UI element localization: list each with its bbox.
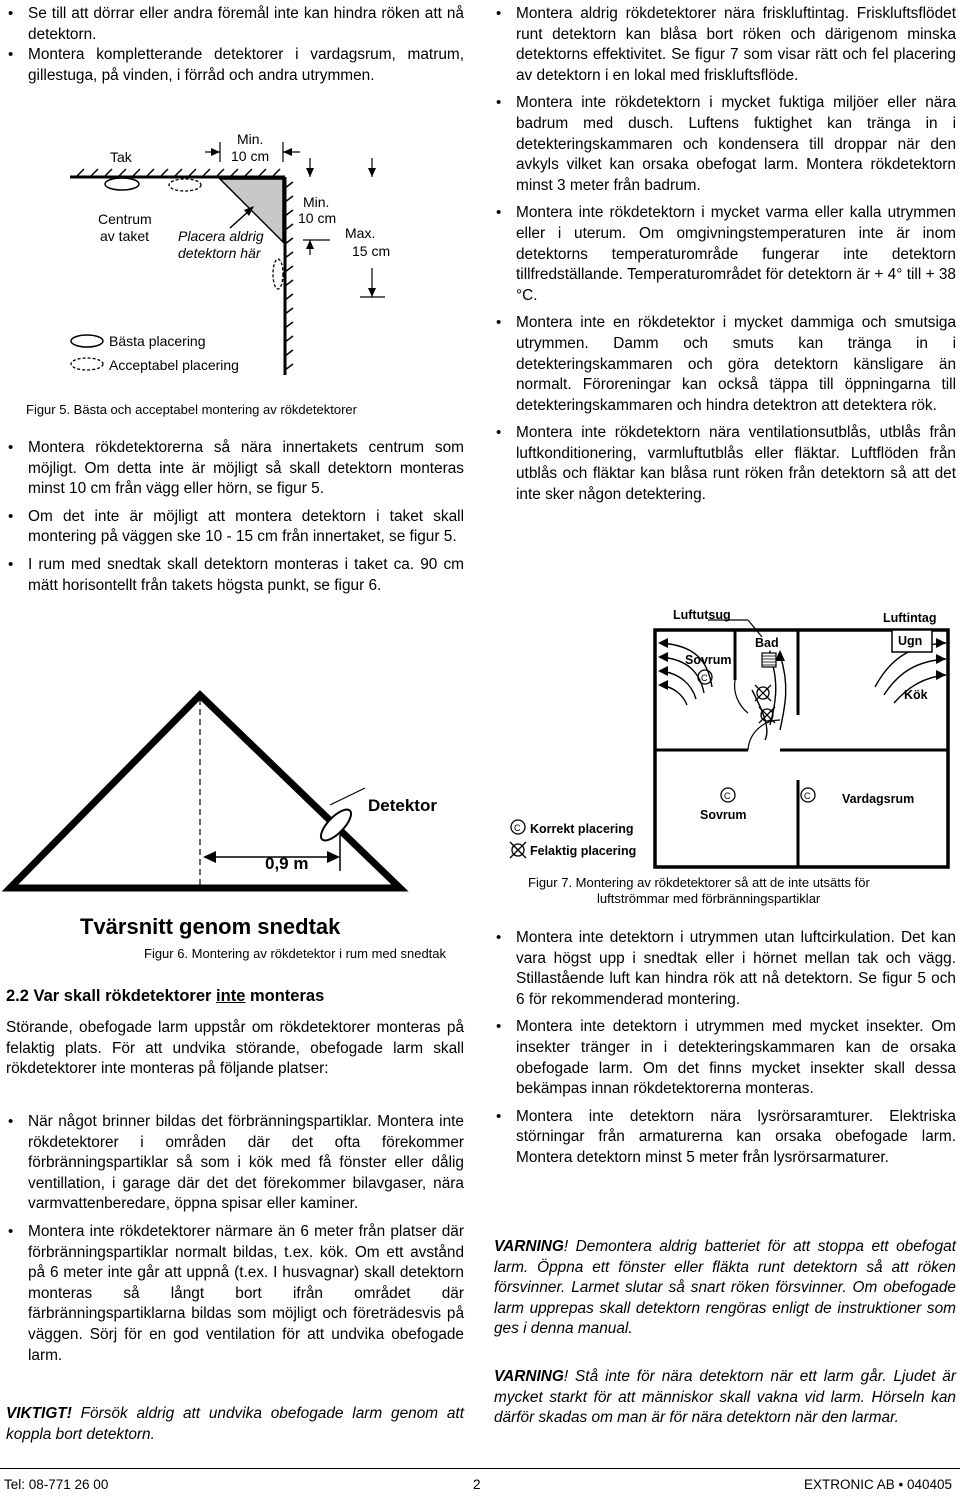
footer-tel: Tel: 08-771 26 00 bbox=[4, 1477, 109, 1492]
label-luftutsug: Luftutsug bbox=[673, 608, 731, 622]
figure-6-caption: Figur 6. Montering av rökdetektor i rum med snedtak bbox=[144, 946, 447, 961]
svg-text:C: C bbox=[724, 791, 731, 801]
left-bottom-bullets bbox=[6, 1112, 464, 1366]
label-av-taket: av taket bbox=[100, 228, 150, 244]
svg-text:C: C bbox=[804, 791, 811, 801]
label-min2-b: 10 cm bbox=[298, 210, 337, 226]
left-top-bullets bbox=[6, 4, 464, 86]
right-bottom-bullets bbox=[494, 928, 956, 1169]
bullet-item: • När något brinner bildas det förbränningspartiklar. Montera inte rökdetektorer i områden där det ofta förekommer förbränningspartiklar så som i kök med få fönster eller dålig ventillation, i garage där det det förekommer bilavgaser, nära varmvattenberedare, öppna spisar eller kaminer. bbox=[6, 1112, 464, 1215]
footer-company: EXTRONIC AB • 040405 bbox=[803, 1477, 952, 1492]
figure-5-diagram bbox=[0, 130, 470, 400]
label-vardagsrum: Vardagsrum bbox=[842, 792, 915, 806]
legend-korrekt: Korrekt placering bbox=[530, 822, 634, 836]
legend-felaktig: Felaktig placering bbox=[530, 844, 637, 858]
bullet-item: • Montera inte rökdetektorn nära ventilationsutblås, utblås från luftkonditionering, varmluftutblås eller fläktar. Luftflöden från utblås och fläktar kan blåsa runt röken från detektorn så att det inte sker någon detektering. bbox=[494, 423, 956, 505]
figure-7-caption-b: luftströmmar med förbränningspartiklar bbox=[597, 891, 821, 906]
label-placera: Placera aldrig bbox=[178, 228, 264, 244]
bullet-item: • Montera inte en rökdetektor i mycket dammiga och smutsiga utrymmen. Damm och smuts kan tränga in i detekteringskammaren och göra detektorn känsligare än normalt. Föroreningar kan också täppa till öppningarna till detekteringskammaren och hindra detektron att detektera rök. bbox=[494, 313, 956, 416]
svg-text:C: C bbox=[514, 823, 521, 833]
label-min-b: 10 cm bbox=[231, 148, 270, 164]
label-detektorn-har: detektorn här bbox=[178, 245, 261, 261]
figure-7-caption-a: Figur 7. Montering av rökdetektorer så att de inte utsätts för bbox=[528, 875, 870, 890]
left-mid-bullets bbox=[6, 438, 464, 596]
bullet-item: • Montera inte detektorn nära lysrörsaramturer. Elektriska störningar från armaturerna kan orsaka obefogade larm. Montera detektorn minst 5 meter från lysrörsarmaturer. bbox=[494, 1107, 956, 1169]
footer-page-number: 2 bbox=[473, 1477, 481, 1492]
label-min-a: Min. bbox=[237, 131, 264, 147]
bullet-item: • Montera inte detektorn i utrymmen med mycket insekter. Om insekter tränger in i detekteringskammaren kan de orsaka obefogade larm. Om det finns mycket insekter skall dessa bekämpas innan rökdetektorerna monteras. bbox=[494, 1017, 956, 1099]
bullet-item: • Montera kompletterande detektorer i vardagsrum, matrum, gillestuga, på vinden, i förråd och andra utrymmen. bbox=[6, 45, 464, 86]
bullet-item: • I rum med snedtak skall detektorn monteras i taket ca. 90 cm mätt horisontellt från takets högsta punkt, se figur 6. bbox=[6, 555, 464, 596]
warning-1: VARNING! Demontera aldrig batteriet för att stoppa ett obefogat larm. Öppna ett fönster eller fläkta runt detektorn så att röken försvinner. Larmet slutar så snart röken försvinner. Om obefogade larm upprepas skall detektorn rengöras enligt de instruktioner som ges i denna manual. bbox=[494, 1238, 956, 1338]
label-tak: Tak bbox=[110, 149, 132, 165]
bullet-item: • Montera rökdetektorerna så nära innertakets centrum som möjligt. Om detta inte är möjligt så skall detektorn monteras minst 10 cm från vägg eller hörn, se figur 5. bbox=[6, 438, 464, 500]
label-sovrum-1: Sovrum bbox=[685, 653, 732, 667]
figure-7-floorplan bbox=[480, 595, 960, 875]
label-bad: Bad bbox=[755, 636, 779, 650]
section-heading: 2.2 Var skall rökdetektorer inte monteras bbox=[6, 987, 325, 1005]
bullet-item: • Om det inte är möjligt att montera detektorn i taket skall montering på väggen ske 10 - 15 cm från innertaket, se figur 5. bbox=[6, 507, 464, 548]
label-max-a: Max. bbox=[345, 225, 376, 241]
page-footer bbox=[0, 1468, 960, 1496]
label-sovrum-2: Sovrum bbox=[700, 808, 747, 822]
section-intro: Störande, obefogade larm uppstår om rökdetektorer monteras på felaktig plats. För att undvika störande, obefogade larm skall rökdetektorer inte monteras på följande platser: bbox=[6, 1019, 464, 1078]
figure-6-title: Tvärsnitt genom snedtak bbox=[80, 914, 341, 939]
figure-5-caption: Figur 5. Bästa och acceptabel montering av rökdetektorer bbox=[26, 402, 357, 417]
label-detektor: Detektor bbox=[368, 796, 437, 815]
bullet-item: • Montera aldrig rökdetektorer nära friskluftintag. Friskluftsflödet runt detektorn kan blåsa bort röken och därigenom minska detektorns effektivitet. Se figur 7 som visar rätt och fel placering av detektorn i en lokal med friskluftsflöde. bbox=[494, 4, 956, 86]
svg-text:C: C bbox=[701, 673, 708, 683]
figure-6-diagram bbox=[0, 685, 470, 905]
warning-2: VARNING! Stå inte för nära detektorn när ett larm går. Ljudet är mycket starkt för att människor skall vakna vid larm. Hörseln kan därför skadas om man är för nära detektorn när den larmar. bbox=[494, 1368, 956, 1427]
label-luftintag: Luftintag bbox=[883, 611, 937, 625]
bullet-item: • Se till att dörrar eller andra föremål inte kan hindra röken att nå detektorn. bbox=[6, 4, 464, 45]
label-ugn: Ugn bbox=[898, 634, 923, 648]
bullet-item: • Montera inte rökdetektorer närmare än 6 meter från platser där förbränningspartiklar normalt bildas, t.ex. kök. Om ett avstånd på 6 meter inte går att uppnå (t.ex. I husvagnar) skall detektorn monteras så långt bort ifrån området där färbränningspartiklarna bildas som möjligt och företrädesvis på väggen. Sörj för en god ventilation för att undvika obefogade larm. bbox=[6, 1222, 464, 1366]
bullet-item: • Montera inte detektorn i utrymmen utan luftcirkulation. Det kan vara högst upp i snedtak eller i hörnet mellan tak och vägg. Stillastående luft kan hindra rök att nå detektorn. Se figur 5 och 6 för rekommenderad montering. bbox=[494, 928, 956, 1010]
label-0-9-m: 0,9 m bbox=[265, 854, 309, 873]
label-kok: Kök bbox=[904, 688, 928, 702]
legend-acceptable: Acceptabel placering bbox=[109, 357, 239, 373]
label-min2-a: Min. bbox=[303, 194, 330, 210]
bullet-item: • Montera inte rökdetektorn i mycket varma eller kalla utrymmen eller i uterum. Om omgivningstemperaturen inte är inom detektorns temperaturområde fungerar inte detektorn tillfredställande. Temperaturområdet för detektorn är + 4° till + 38 °C. bbox=[494, 203, 956, 306]
right-top-bullets bbox=[494, 4, 956, 506]
legend-best: Bästa placering bbox=[109, 333, 206, 349]
label-centrum: Centrum bbox=[98, 211, 152, 227]
label-max-b: 15 cm bbox=[352, 243, 391, 259]
viktigt-note: VIKTIGT! Försök aldrig att undvika obefogade larm genom att koppla bort detektorn. bbox=[6, 1405, 464, 1443]
bullet-item: • Montera inte rökdetektorn i mycket fuktiga miljöer eller nära badrum med dusch. Luftens fuktighet kan tränga in i detekteringskammaren och kondensera till droppar när den avkyls vilket kan orsaka obefogat larm. Montera rökdetektorn minst 3 meter från badrum. bbox=[494, 93, 956, 196]
